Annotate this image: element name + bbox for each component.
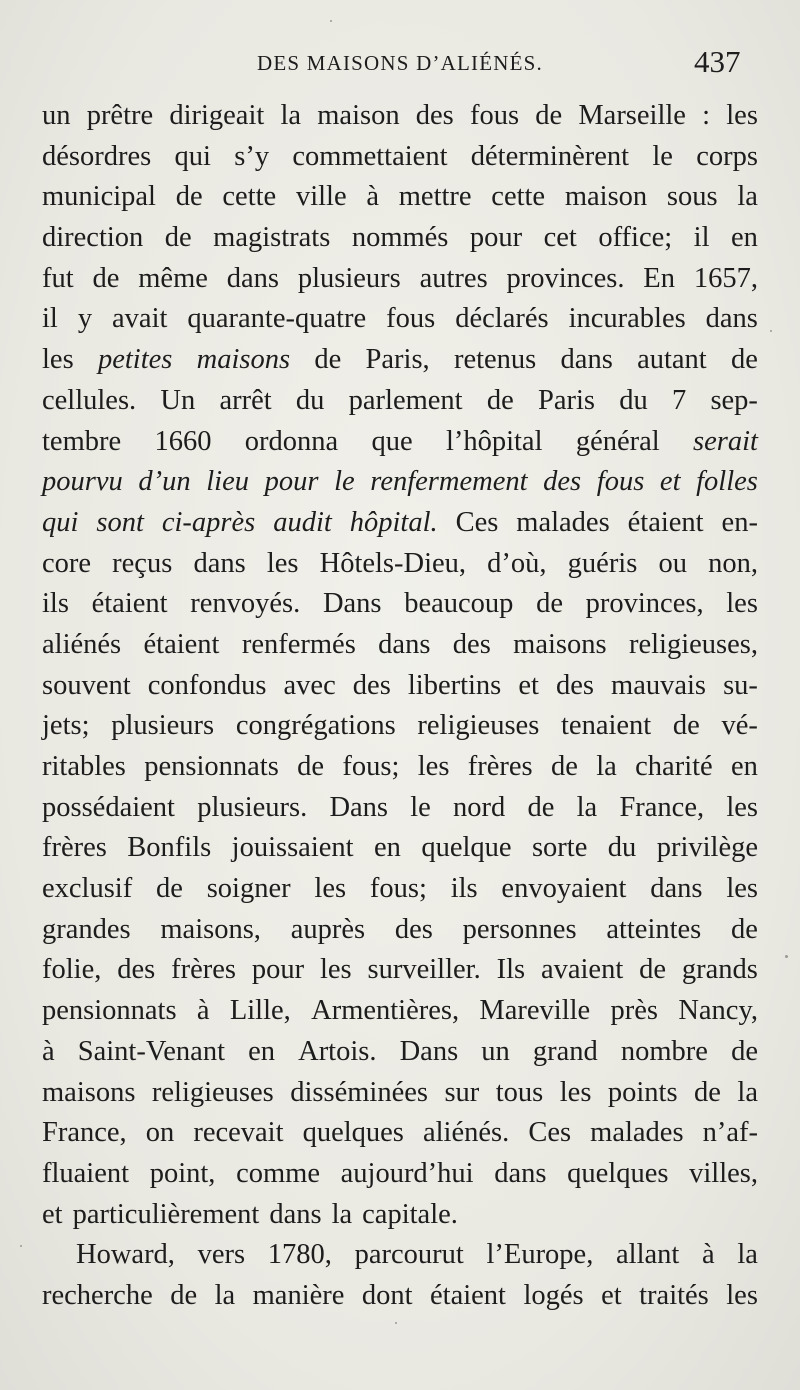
word: de bbox=[731, 1035, 758, 1067]
word: parcourut bbox=[354, 1239, 464, 1271]
word: déterminèrent bbox=[470, 140, 630, 172]
word: le bbox=[334, 466, 355, 498]
print-speck bbox=[20, 1245, 22, 1247]
word: manière bbox=[252, 1279, 345, 1311]
word: charité bbox=[635, 751, 713, 782]
word: pour bbox=[469, 222, 523, 254]
word: retenus bbox=[453, 344, 537, 376]
word: recherche bbox=[42, 1279, 153, 1311]
word: recevait bbox=[193, 1117, 284, 1149]
word: plusieurs. bbox=[197, 791, 308, 823]
text-line bbox=[42, 137, 758, 178]
word: un bbox=[481, 1035, 510, 1067]
word: guéris bbox=[567, 547, 638, 579]
word: 1660 bbox=[154, 425, 212, 457]
word: privilège bbox=[656, 832, 758, 864]
word: désordres bbox=[42, 140, 152, 172]
word: parlement bbox=[348, 384, 463, 416]
word: dont bbox=[361, 1279, 413, 1311]
word: 7 bbox=[671, 384, 687, 416]
word: 1780, bbox=[267, 1239, 332, 1271]
word: la bbox=[737, 1076, 758, 1108]
word: pourvu bbox=[42, 466, 123, 498]
word: capitale. bbox=[362, 1198, 458, 1230]
word: autant bbox=[637, 344, 707, 376]
word: la bbox=[280, 100, 302, 131]
word: les bbox=[266, 547, 299, 579]
text-line bbox=[42, 503, 758, 544]
word: 1657, bbox=[693, 262, 758, 294]
text-line bbox=[42, 706, 758, 747]
text-line bbox=[42, 1032, 758, 1073]
word: religieuses bbox=[151, 1076, 274, 1108]
word: pour bbox=[264, 466, 319, 498]
word: les bbox=[319, 954, 352, 986]
word: dans bbox=[705, 303, 758, 335]
print-speck bbox=[330, 20, 332, 22]
word: Dans bbox=[322, 588, 382, 620]
word: aliénés. bbox=[422, 1117, 510, 1149]
word: fous; bbox=[369, 873, 427, 905]
word: de bbox=[314, 344, 342, 376]
word: s’y bbox=[234, 140, 270, 172]
word: Hôtels-Dieu, bbox=[319, 547, 467, 579]
text-line bbox=[42, 1235, 758, 1276]
word: de bbox=[536, 588, 563, 620]
word: office; bbox=[598, 222, 673, 254]
word: ou bbox=[658, 547, 687, 579]
word: traités bbox=[639, 1279, 709, 1311]
word: dans bbox=[560, 344, 613, 376]
word: la bbox=[596, 751, 617, 782]
word: Mareville bbox=[479, 995, 591, 1027]
word: dans bbox=[378, 628, 431, 660]
word: villes, bbox=[689, 1157, 758, 1189]
word: Marseille bbox=[578, 100, 686, 131]
word: folie, bbox=[42, 954, 102, 986]
word: tous bbox=[495, 1076, 544, 1108]
word: de bbox=[527, 791, 555, 823]
word: avait bbox=[112, 303, 168, 335]
word: de bbox=[731, 913, 758, 945]
word: dans bbox=[269, 1198, 322, 1230]
text-line bbox=[42, 1073, 758, 1114]
word: le bbox=[652, 140, 673, 172]
word: ville bbox=[295, 181, 347, 213]
word: points bbox=[607, 1076, 678, 1108]
word: prêtre bbox=[86, 100, 154, 131]
word: d’où, bbox=[487, 547, 547, 579]
text-line bbox=[42, 828, 758, 869]
word: et bbox=[601, 1279, 622, 1311]
text-line bbox=[42, 422, 758, 463]
word: ils bbox=[450, 873, 478, 905]
word: petites bbox=[97, 344, 173, 376]
word: la bbox=[576, 791, 598, 823]
word: fut bbox=[42, 262, 74, 294]
word: maisons, bbox=[160, 913, 261, 945]
word: religieuses bbox=[417, 710, 540, 742]
text-line bbox=[42, 544, 758, 585]
word: avaient bbox=[540, 954, 624, 986]
word: du bbox=[619, 384, 648, 416]
word: à bbox=[366, 181, 379, 213]
word: maisons bbox=[196, 344, 291, 376]
word: les bbox=[42, 344, 74, 376]
word: frères bbox=[42, 832, 107, 864]
word: provinces, bbox=[585, 588, 704, 620]
word: la bbox=[737, 1239, 758, 1271]
word: surveiller. bbox=[367, 954, 481, 986]
word: envoyaient bbox=[501, 873, 627, 905]
text-line bbox=[42, 1154, 758, 1195]
word: de bbox=[486, 384, 514, 416]
word: de bbox=[731, 344, 758, 376]
word: cellules. bbox=[42, 384, 137, 416]
word: pensionnats bbox=[42, 995, 177, 1027]
word: confondus bbox=[147, 669, 267, 701]
word: ordonna bbox=[244, 425, 339, 457]
word: municipal bbox=[42, 181, 156, 213]
word: Bonfils bbox=[127, 832, 212, 864]
word: du bbox=[295, 384, 325, 416]
word: avec bbox=[283, 669, 336, 701]
word: de bbox=[694, 1076, 721, 1108]
text-line bbox=[42, 910, 758, 951]
word: lieu bbox=[206, 466, 249, 498]
word: frères bbox=[467, 751, 533, 782]
page-header bbox=[0, 0, 800, 90]
word: étaient bbox=[91, 588, 168, 620]
word: en bbox=[730, 222, 758, 254]
word: nombre bbox=[620, 1035, 708, 1067]
word: tembre bbox=[42, 425, 122, 457]
word: les bbox=[726, 1279, 758, 1311]
word: des bbox=[394, 913, 433, 945]
word: dans bbox=[494, 1157, 547, 1189]
word: maisons bbox=[42, 1076, 136, 1108]
word: Un bbox=[160, 384, 196, 416]
word: jets; bbox=[42, 710, 90, 742]
word: de bbox=[92, 262, 120, 294]
word: dirigeait bbox=[169, 100, 265, 131]
word: la bbox=[331, 1198, 353, 1230]
word: religieuses, bbox=[628, 628, 758, 660]
word: France, bbox=[619, 791, 705, 823]
word: étaient bbox=[430, 1279, 506, 1311]
word: auprès bbox=[290, 913, 366, 945]
word: en bbox=[731, 751, 758, 782]
word: core bbox=[42, 547, 92, 579]
word: les bbox=[726, 588, 758, 620]
word: Ils bbox=[496, 954, 526, 986]
word: en bbox=[373, 832, 401, 864]
word: beaucoup bbox=[404, 588, 514, 620]
word: maison bbox=[564, 181, 648, 213]
word: maison bbox=[317, 100, 400, 131]
text-line bbox=[42, 462, 758, 503]
word: sous bbox=[666, 181, 718, 213]
word: commettaient bbox=[292, 140, 448, 172]
word: d’un bbox=[138, 466, 191, 498]
print-speck bbox=[785, 955, 788, 958]
word: quarante-quatre bbox=[187, 303, 367, 335]
word: renfermement bbox=[370, 466, 528, 498]
word: étaient bbox=[627, 506, 704, 538]
text-line bbox=[42, 747, 758, 788]
word: les bbox=[314, 873, 347, 905]
word: autres bbox=[419, 262, 488, 294]
word: aliénés bbox=[42, 628, 122, 660]
word: direction bbox=[42, 222, 144, 254]
word: reçus bbox=[112, 547, 173, 579]
word: malades bbox=[516, 506, 610, 538]
word: nord bbox=[453, 791, 506, 823]
word: quelques bbox=[567, 1157, 669, 1189]
word: dans bbox=[650, 873, 703, 905]
word: jouissaient bbox=[231, 832, 354, 864]
text-line bbox=[42, 96, 758, 137]
word: : bbox=[702, 100, 711, 131]
word: même bbox=[138, 262, 208, 294]
word: des bbox=[555, 669, 594, 701]
word: vé- bbox=[721, 710, 758, 742]
word: mauvais bbox=[611, 669, 707, 701]
word: maisons bbox=[513, 628, 607, 660]
word: y bbox=[77, 303, 93, 335]
text-line bbox=[42, 340, 758, 381]
text-line bbox=[42, 1113, 758, 1154]
word: les bbox=[417, 751, 450, 782]
word: en bbox=[248, 1035, 275, 1067]
word: Armentières, bbox=[311, 995, 460, 1027]
word: plusieurs bbox=[111, 710, 215, 742]
word: France, bbox=[42, 1117, 127, 1149]
word: aujourd’hui bbox=[340, 1157, 474, 1189]
word: Paris bbox=[537, 384, 595, 416]
word: général bbox=[575, 425, 660, 457]
word: des bbox=[117, 954, 156, 986]
word: grand bbox=[532, 1035, 598, 1067]
word: un bbox=[42, 100, 71, 131]
word: qui bbox=[42, 506, 79, 538]
word: quelques bbox=[302, 1117, 404, 1149]
word: de bbox=[535, 100, 563, 131]
word: et bbox=[42, 1198, 63, 1230]
word: de bbox=[156, 873, 183, 905]
word: disséminées bbox=[290, 1076, 428, 1108]
word: des bbox=[415, 100, 454, 131]
word: les bbox=[559, 1076, 592, 1108]
running-title: DES MAISONS D’ALIÉNÉS. bbox=[257, 51, 543, 75]
word: qui bbox=[174, 140, 211, 172]
word: malades bbox=[590, 1117, 684, 1149]
word: le bbox=[410, 791, 431, 823]
print-speck bbox=[770, 330, 772, 332]
word: cet bbox=[543, 222, 577, 254]
word: personnes bbox=[462, 913, 577, 945]
word: frères bbox=[171, 954, 236, 986]
word: nommés bbox=[351, 222, 449, 254]
word: fous bbox=[386, 303, 436, 335]
word: du bbox=[607, 832, 637, 864]
word: en- bbox=[721, 506, 758, 538]
word: atteintes bbox=[606, 913, 702, 945]
word: pensionnats bbox=[144, 751, 279, 782]
word: corps bbox=[696, 140, 758, 172]
body-text bbox=[42, 96, 758, 1317]
word: à bbox=[702, 1239, 715, 1271]
word: Ces bbox=[455, 506, 499, 538]
word: on bbox=[145, 1117, 175, 1149]
text-line bbox=[42, 177, 758, 218]
word: fous; bbox=[342, 751, 400, 782]
word: que bbox=[371, 425, 413, 457]
word: l’hôpital bbox=[445, 425, 543, 457]
word: exclusif bbox=[42, 873, 133, 905]
word: Dans bbox=[329, 791, 389, 823]
word: sont bbox=[96, 506, 144, 538]
word: la bbox=[214, 1279, 236, 1311]
word: Lille, bbox=[229, 995, 291, 1027]
word: fluaient bbox=[42, 1157, 130, 1189]
text-line bbox=[42, 381, 758, 422]
word: de bbox=[639, 954, 667, 986]
word: ils bbox=[42, 588, 69, 620]
text-line bbox=[42, 584, 758, 625]
word: arrêt bbox=[219, 384, 272, 416]
word: Paris, bbox=[365, 344, 430, 376]
word: près bbox=[610, 995, 659, 1027]
word: En bbox=[643, 262, 675, 294]
word: dans bbox=[226, 262, 279, 294]
word: su- bbox=[723, 669, 758, 701]
word: congrégations bbox=[235, 710, 396, 742]
word: audit bbox=[273, 506, 332, 538]
word: renvoyés. bbox=[190, 588, 301, 620]
word: provinces. bbox=[506, 262, 625, 294]
word: souvent bbox=[42, 669, 131, 701]
word: cette bbox=[491, 181, 546, 213]
word: des bbox=[543, 466, 582, 498]
word: sep- bbox=[710, 384, 758, 416]
word: folles bbox=[696, 466, 758, 498]
word: plusieurs bbox=[297, 262, 401, 294]
word: soigner bbox=[206, 873, 291, 905]
word: de bbox=[170, 1279, 198, 1311]
word: comme bbox=[236, 1157, 320, 1189]
text-line bbox=[42, 991, 758, 1032]
page-number: 437 bbox=[694, 44, 741, 79]
word: de bbox=[297, 751, 325, 782]
word: Artois. bbox=[298, 1035, 377, 1067]
text-line bbox=[42, 218, 758, 259]
word: les bbox=[726, 100, 758, 131]
word: ritables bbox=[42, 751, 126, 782]
word: fous bbox=[596, 466, 645, 498]
word: Howard, bbox=[76, 1239, 175, 1271]
word: ci-après bbox=[161, 506, 256, 538]
word: serait bbox=[693, 425, 758, 457]
word: point, bbox=[149, 1157, 216, 1189]
text-line bbox=[42, 625, 758, 666]
word: de bbox=[550, 751, 578, 782]
word: cette bbox=[222, 181, 277, 213]
text-line bbox=[42, 788, 758, 829]
word: Dans bbox=[399, 1035, 459, 1067]
word: mettre bbox=[398, 181, 472, 213]
text-line bbox=[42, 299, 758, 340]
word: renfermés bbox=[241, 628, 356, 660]
word: possédaient bbox=[42, 791, 175, 823]
word: étaient bbox=[143, 628, 220, 660]
word: l’Europe, bbox=[486, 1239, 594, 1271]
word: Nancy, bbox=[678, 995, 758, 1027]
word: n’af- bbox=[702, 1117, 758, 1149]
word: grandes bbox=[42, 913, 131, 945]
word: à bbox=[196, 995, 210, 1027]
word: incurables bbox=[568, 303, 686, 335]
word: de bbox=[672, 710, 700, 742]
word: et bbox=[518, 669, 539, 701]
word: et bbox=[659, 466, 681, 498]
word: les bbox=[726, 791, 758, 823]
text-line bbox=[42, 950, 758, 991]
word: tenaient bbox=[561, 710, 652, 742]
word: Ces bbox=[528, 1117, 572, 1149]
word: particulièrement bbox=[72, 1198, 260, 1230]
word: non, bbox=[708, 547, 758, 579]
word: allant bbox=[616, 1239, 680, 1271]
word: il bbox=[42, 303, 58, 335]
word: vers bbox=[197, 1239, 246, 1271]
word: de bbox=[175, 181, 203, 213]
word: à bbox=[42, 1035, 55, 1067]
word: il bbox=[693, 222, 710, 254]
text-line bbox=[42, 666, 758, 707]
text-line bbox=[42, 1195, 758, 1236]
word: Saint-Venant bbox=[77, 1035, 225, 1067]
word: grands bbox=[681, 954, 758, 986]
word: déclarés bbox=[455, 303, 549, 335]
word: sur bbox=[444, 1076, 480, 1108]
word: des bbox=[352, 669, 391, 701]
word: la bbox=[737, 181, 758, 213]
word: magistrats bbox=[213, 222, 331, 254]
word: fous bbox=[469, 100, 520, 131]
word: hôpital. bbox=[349, 506, 438, 538]
word: libertins bbox=[407, 669, 502, 701]
word: des bbox=[452, 628, 491, 660]
word: logés bbox=[523, 1279, 584, 1311]
text-line bbox=[42, 869, 758, 910]
text-line bbox=[42, 1276, 758, 1317]
text-line bbox=[42, 259, 758, 300]
word: les bbox=[726, 873, 758, 905]
word: pour bbox=[251, 954, 305, 986]
print-speck bbox=[395, 1322, 397, 1324]
word: sorte bbox=[531, 832, 588, 864]
word: dans bbox=[193, 547, 246, 579]
word: de bbox=[164, 222, 192, 254]
word: quelque bbox=[421, 832, 512, 864]
